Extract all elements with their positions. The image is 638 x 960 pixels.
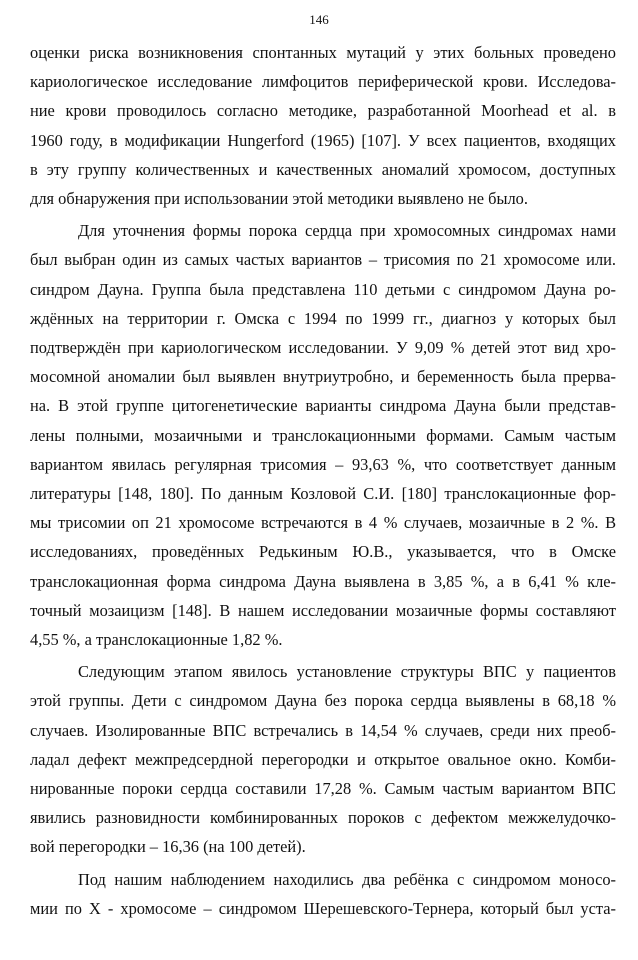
text-line: Для уточнения формы порока сердца при хромосомных синдромах нами [78, 221, 616, 241]
text-line: транслокационная форма синдрома Дауна выявлена в 3,85 %, а в 6,41 % кле- [30, 571, 616, 591]
text-line: мосомной аномалии был выявлен внутриутробно, и беременность была прерва- [30, 367, 616, 387]
text-line: 4,55 %, а транслокационные 1,82 %. [30, 630, 283, 650]
paragraph-chd-structure [30, 657, 616, 861]
text-line: явились разновидности комбинированных пороков с дефектом межжелудочко- [30, 808, 616, 828]
text-line: случаев. Изолированные ВПС встречались в 14,54 % случаев, среди них преоб- [30, 720, 616, 740]
document-body [30, 38, 616, 923]
text-line: мы трисомии оп 21 хромосоме встречаются в 4 % случаев, мозаичные в 2 %. В [30, 513, 616, 533]
text-line: литературы [148, 180]. По данным Козловой С.И. [180] транслокационные фор- [30, 484, 616, 504]
text-line: точный мозаицизм [148]. В нашем исследовании мозаичные формы составляют [30, 600, 616, 620]
text-line: вой перегородки – 16,36 (на 100 детей). [30, 837, 306, 857]
text-line: в эту группу количественных и качественных аномалий хромосом, доступных [30, 159, 616, 179]
text-line: нированные пороки сердца составили 17,28 %. Самым частым вариантом ВПС [30, 779, 616, 799]
text-line: кариологическое исследование лимфоцитов периферической крови. Исследова- [30, 72, 616, 92]
text-line: ждённых на территории г. Омска с 1994 по 1999 гг., диагноз у которых был [30, 308, 616, 328]
paragraph-down-syndrome [30, 216, 616, 654]
text-line: был выбран один из самых частых вариантов – трисомия по 21 хромосоме или. [30, 250, 616, 270]
text-line: синдром Дауна. Группа была представлена 110 детьми с синдромом Дауна ро- [30, 279, 616, 299]
text-line: на. В этой группе цитогенетические варианты синдрома Дауна были представ- [30, 396, 616, 416]
text-line: лены полными, мозаичными и транслокационными формами. Самым частым [30, 425, 616, 445]
text-line: Следующим этапом явилось установление структуры ВПС у пациентов [78, 662, 616, 682]
text-line: исследованиях, проведённых Редькиным Ю.В., указывается, что в Омске [30, 542, 616, 562]
text-line: 1960 году, в модификации Hungerford (1965) [107]. У всех пациентов, входящих [30, 130, 616, 150]
text-line: ладал дефект межпредсердной перегородки и открытое овальное окно. Комби- [30, 749, 616, 769]
text-line: ние крови проводилось согласно методике, разработанной Moorhead et al. в [30, 101, 616, 121]
text-line: для обнаружения при использовании этой методики выявлено не было. [30, 189, 528, 209]
paragraph-karyology-method [30, 38, 616, 213]
text-line: этой группы. Дети с синдромом Дауна без порока сердца выявлены в 68,18 % [30, 691, 616, 711]
text-line: Под нашим наблюдением находились два ребёнка с синдромом моносо- [78, 869, 616, 889]
text-line: мии по X - хромосоме – синдромом Шерешевского-Тернера, который был уста- [30, 898, 616, 918]
text-line: подтверждён при кариологическом исследовании. У 9,09 % детей этот вид хро- [30, 338, 616, 358]
text-line: вариантом явилась регулярная трисомия – 93,63 %, что соответствует данным [30, 454, 616, 474]
text-line: оценки риска возникновения спонтанных мутаций у этих больных проведено [30, 43, 616, 62]
paragraph-turner-syndrome [30, 865, 616, 923]
page-number: 146 [309, 12, 329, 27]
